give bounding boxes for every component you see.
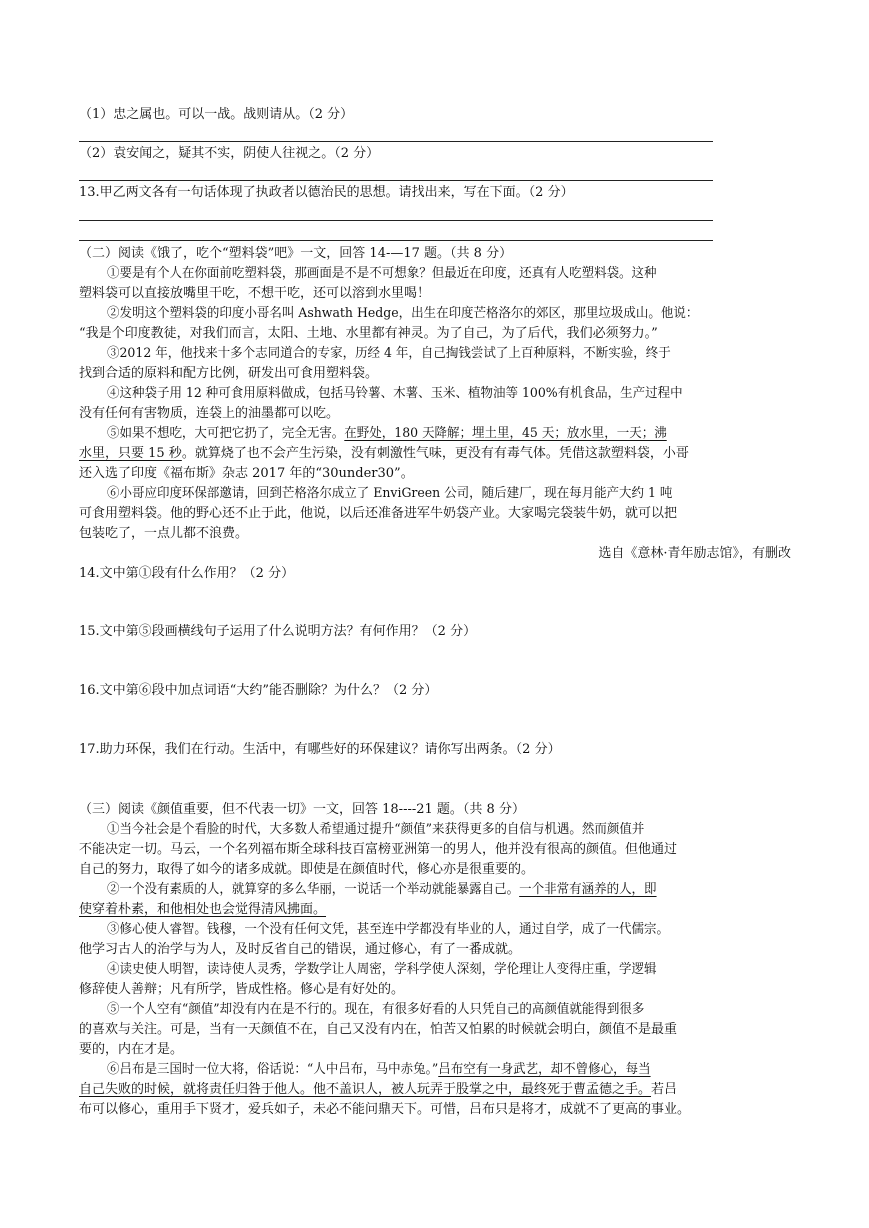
answer-line [79, 141, 713, 142]
paragraph-text: ⑥吕布是三国时一位大将，俗话说：“人中吕布，马中赤兔。” [107, 1062, 439, 1077]
paragraph-line: 还入选了印度《福布斯》杂志 2017 年的“30under30”。 [79, 466, 414, 481]
underlined-sentence: 在野处，180 天降解；埋土里，45 天；放水里，一天；沸 [344, 426, 667, 441]
paragraph-line: 不能决定一切。马云，一个名列福布斯全球科技百富榜亚洲第一的男人，他并没有很高的颜值。但他通过 [79, 842, 678, 857]
answer-line [79, 180, 713, 181]
paragraph-line [79, 900, 791, 920]
paragraph-line: ③2012 年，他找来十多个志同道合的专家，历经 4 年，自己掏钱尝试了上百种原料，不断实验，终于 [107, 346, 671, 361]
paragraph-line: 找到合适的原料和配方比例，研发出可食用塑料袋。 [79, 366, 379, 381]
underlined-sentence: 一个非常有涵养的人，即 [519, 882, 657, 897]
question-14: 14.文中第①段有什么作用？（2 分） [79, 566, 295, 581]
underlined-sentence: 自己失败的时候，就将责任归咎于他人。他不盖识人，被人玩弄于股掌之中，最终死于曹孟德之手。 [79, 1082, 652, 1097]
paragraph-line: ①当今社会是个看脸的时代，大多数人希望通过提升“颜值”来获得更多的自信与机遇。然而颜值并 [107, 822, 645, 837]
paragraph-line: 要的，内在才是。 [79, 1042, 184, 1057]
paragraph-line: “我是个印度教徒，对我们而言，太阳、土地、水里都有神灵。为了自己，为了后代，我们必须努力。” [79, 326, 658, 341]
paragraph-line: ⑥小哥应印度环保部邀请，回到芒格洛尔成立了 EnviGreen 公司，随后建厂，现在每月能产大约 1 吨 [107, 486, 673, 501]
paragraph-line [79, 444, 791, 464]
paragraph-line: 自己的努力，取得了如今的诸多成就。即使是在颜值时代，修心亦是很重要的。 [79, 862, 535, 877]
question-13: 13.甲乙两文各有一句话体现了执政者以德治民的思想。请找出来，写在下面。（2 分） [79, 185, 574, 200]
paragraph-line: 包装吃了，一点儿都不浪费。 [79, 526, 249, 541]
paragraph-line [107, 880, 791, 900]
paragraph-line: 可食用塑料袋。他的野心还不止于此，他说，以后还准备进军牛奶袋产业。大家喝完袋装牛奶，就可以把 [79, 506, 678, 521]
question-12-1: （1）忠之属也。可以一战。战则请从。（2 分） [79, 107, 354, 122]
question-17: 17.助力环保，我们在行动。生活中，有哪些好的环保建议？请你写出两条。（2 分） [79, 742, 561, 757]
paragraph-line: 修辞使人善辩；凡有所学，皆成性格。修心是有好处的。 [79, 982, 405, 997]
underlined-sentence: 吕布空有一身武艺，却不曾修心，每当 [438, 1062, 651, 1077]
question-16: 16.文中第⑥段中加点词语“大约”能否删除？为什么？（2 分） [79, 683, 438, 698]
underlined-sentence: 使穿着朴素，和他相处也会觉得清风拂面。 [79, 902, 327, 917]
paragraph-line: ④读史使人明智，读诗使人灵秀，学数学让人周密，学科学使人深刻，学伦理让人变得庄重，学逻辑 [107, 962, 657, 977]
paragraph-line: ②发明这个塑料袋的印度小哥名叫 Ashwath Hedge，出生在印度芒格洛尔的郊区，那里垃圾成山。他说： [107, 306, 699, 321]
paragraph-text: ⑤如果不想吃，大可把它扔了，完全无害。 [107, 426, 345, 441]
paragraph-line: ③修心使人睿智。钱穆，一个没有任何文凭，甚至连中学都没有毕业的人，通过自学，成了一代儒宗。 [107, 922, 670, 937]
paragraph-line: ⑤一个人空有“颜值”却没有内在是不行的。现在，有很多好看的人只凭自己的高颜值就能得到很多 [107, 1002, 645, 1017]
question-12-2: （2）袁安闻之，疑其不实，阴使人往视之。（2 分） [79, 146, 380, 161]
source-citation: 选自《意林·青年励志馆》，有删改 [598, 546, 791, 561]
paragraph-line: 布可以修心，重用手下贤才，爱兵如子，未必不能问鼎天下。可惜，吕布只是将才，成就不了更高的事业。 [79, 1102, 691, 1117]
paragraph-line: 没有任何有害物质，连袋上的油墨都可以吃。 [79, 406, 340, 421]
paragraph-line: ④这种袋子用 12 种可食用原料做成，包括马铃薯、木薯、玉米、植物油等 100%有机食品，生产过程中 [107, 386, 683, 401]
underlined-sentence: 水里，只要 15 秒 [79, 446, 182, 461]
question-15: 15.文中第⑤段画横线句子运用了什么说明方法？有何作用？（2 分） [79, 624, 477, 639]
answer-line [79, 240, 713, 241]
paragraph-line: 他学习古人的治学与为人，及时反省自己的错误，通过修心，有了一番成就。 [79, 942, 522, 957]
paragraph-text: 若吕 [651, 1082, 678, 1097]
paragraph-text: ②一个没有素质的人，就算穿的多么华丽，一说话一个举动就能暴露自己。 [107, 882, 520, 897]
paragraph-line [107, 1060, 791, 1080]
paragraph-line: 的喜欢与关注。可是，当有一天颜值不在，自己又没有内在，怕苦又怕累的时候就会明白，颜值不是最重 [79, 1022, 678, 1037]
paragraph-text: 。就算烧了也不会产生污染，没有刺激性气味，更没有有毒气体。凭借这款塑料袋，小哥 [181, 446, 689, 461]
section-3-heading: （三）阅读《颜值重要，但不代表一切》一文，回答 18----21 题。（共 8 分） [79, 802, 525, 817]
answer-line [79, 220, 713, 221]
paragraph-line: 塑料袋可以直接放嘴里干吃，不想干吃，还可以溶到水里喝！ [79, 286, 431, 301]
paragraph-line [107, 424, 791, 444]
paragraph-line [79, 1080, 791, 1100]
section-2-heading: （二）阅读《饿了，吃个“塑料袋”吧》一文，回答 14-—17 题。（共 8 分） [79, 246, 513, 261]
paragraph-line: ①要是有个人在你面前吃塑料袋，那画面是不是不可想象？但最近在印度，还真有人吃塑料袋。这种 [107, 266, 657, 281]
